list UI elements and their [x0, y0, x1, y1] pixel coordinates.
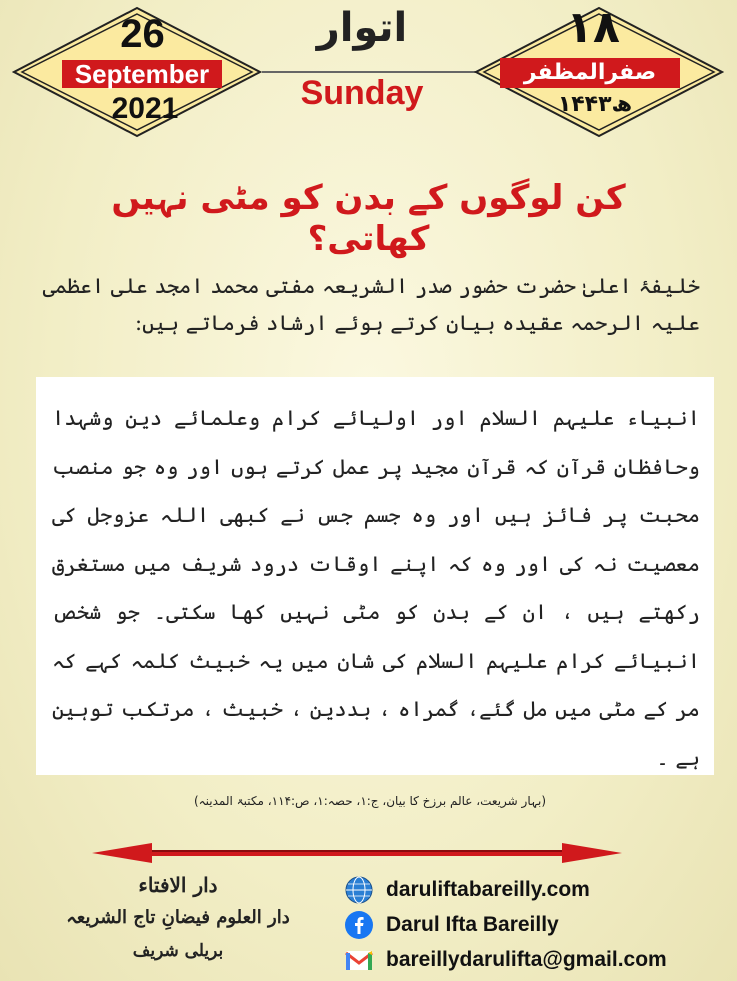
hijri-year: ۱۴۴۳ھ [557, 92, 633, 117]
double-arrow-divider [92, 839, 622, 867]
footer-org-name: دار العلوم فیضانِ تاج الشریعہ [66, 907, 290, 928]
weekday-english: Sunday [300, 74, 424, 112]
reference-citation: (بہار شریعت، عالم برزخ کا بیان، ج:۱، حصہ:۱، ص:۱۱۴، مکتبۃ المدینہ) [193, 794, 547, 808]
email-contact[interactable] [344, 945, 667, 975]
facebook-icon [344, 910, 374, 940]
hijri-day: ۱۸ [566, 2, 620, 53]
website-link[interactable]: daruliftabareilly.com [386, 878, 590, 901]
email-link[interactable]: bareillydarulifta@gmail.com [386, 948, 667, 971]
facebook-link[interactable]: Darul Ifta Bareilly [386, 913, 559, 936]
header-divider-right [438, 71, 476, 73]
intro-text: خلیفۂ اعلیٰ حضرت حضور صدر الشریعہ مفتی محمد امجد علی اعظمی علیہ الرحمہ عقیدہ بیان کرتے ہوئے ارشاد فرماتے ہیں: [42, 274, 700, 335]
header-divider-left [262, 71, 298, 73]
facebook-contact[interactable] [344, 910, 559, 940]
weekday-urdu: اتوار [316, 5, 408, 51]
gmail-icon [344, 945, 374, 975]
gregorian-day: 26 [120, 12, 165, 56]
page-title: کن لوگوں کے بدن کو مٹی نہیں کھاتی؟ [111, 178, 626, 259]
globe-icon [344, 875, 374, 905]
header-divider-center [298, 71, 438, 73]
gregorian-year: 2021 [111, 92, 179, 125]
hijri-month: صفرالمظفر [500, 58, 680, 88]
gregorian-month: September [62, 60, 222, 88]
website-contact[interactable] [344, 875, 590, 905]
body-text: انبیاء علیہم السلام اور اولیائے کرام وعلمائے دین وشہدا وحافظانِ قرآن کہ قرآن مجید پر عمل کرتے ہوں اور وہ جو منصب محبت پر فائز ہیں اور وہ جسم جس نے کبھی اللہ عزوجل کی معصیت نہ کی اور وہ کہ اپنے اوقات درود شریف میں مستغرق رکھتے ہیں ، ان کے بدن کو مٹی نہیں کھا سکتی۔ جو شخص انبیائے کرام علیہم السلام کی شان میں یہ خبیث کلمہ کہے کہ مر کے مٹی میں مل گئے، گمراہ ، بددین ، خبیث ، مرتکب توہین ہے ۔ [52, 406, 700, 770]
footer-org-title: دار الافتاء [138, 873, 218, 897]
footer-org-city: بریلی شریف [132, 941, 224, 961]
